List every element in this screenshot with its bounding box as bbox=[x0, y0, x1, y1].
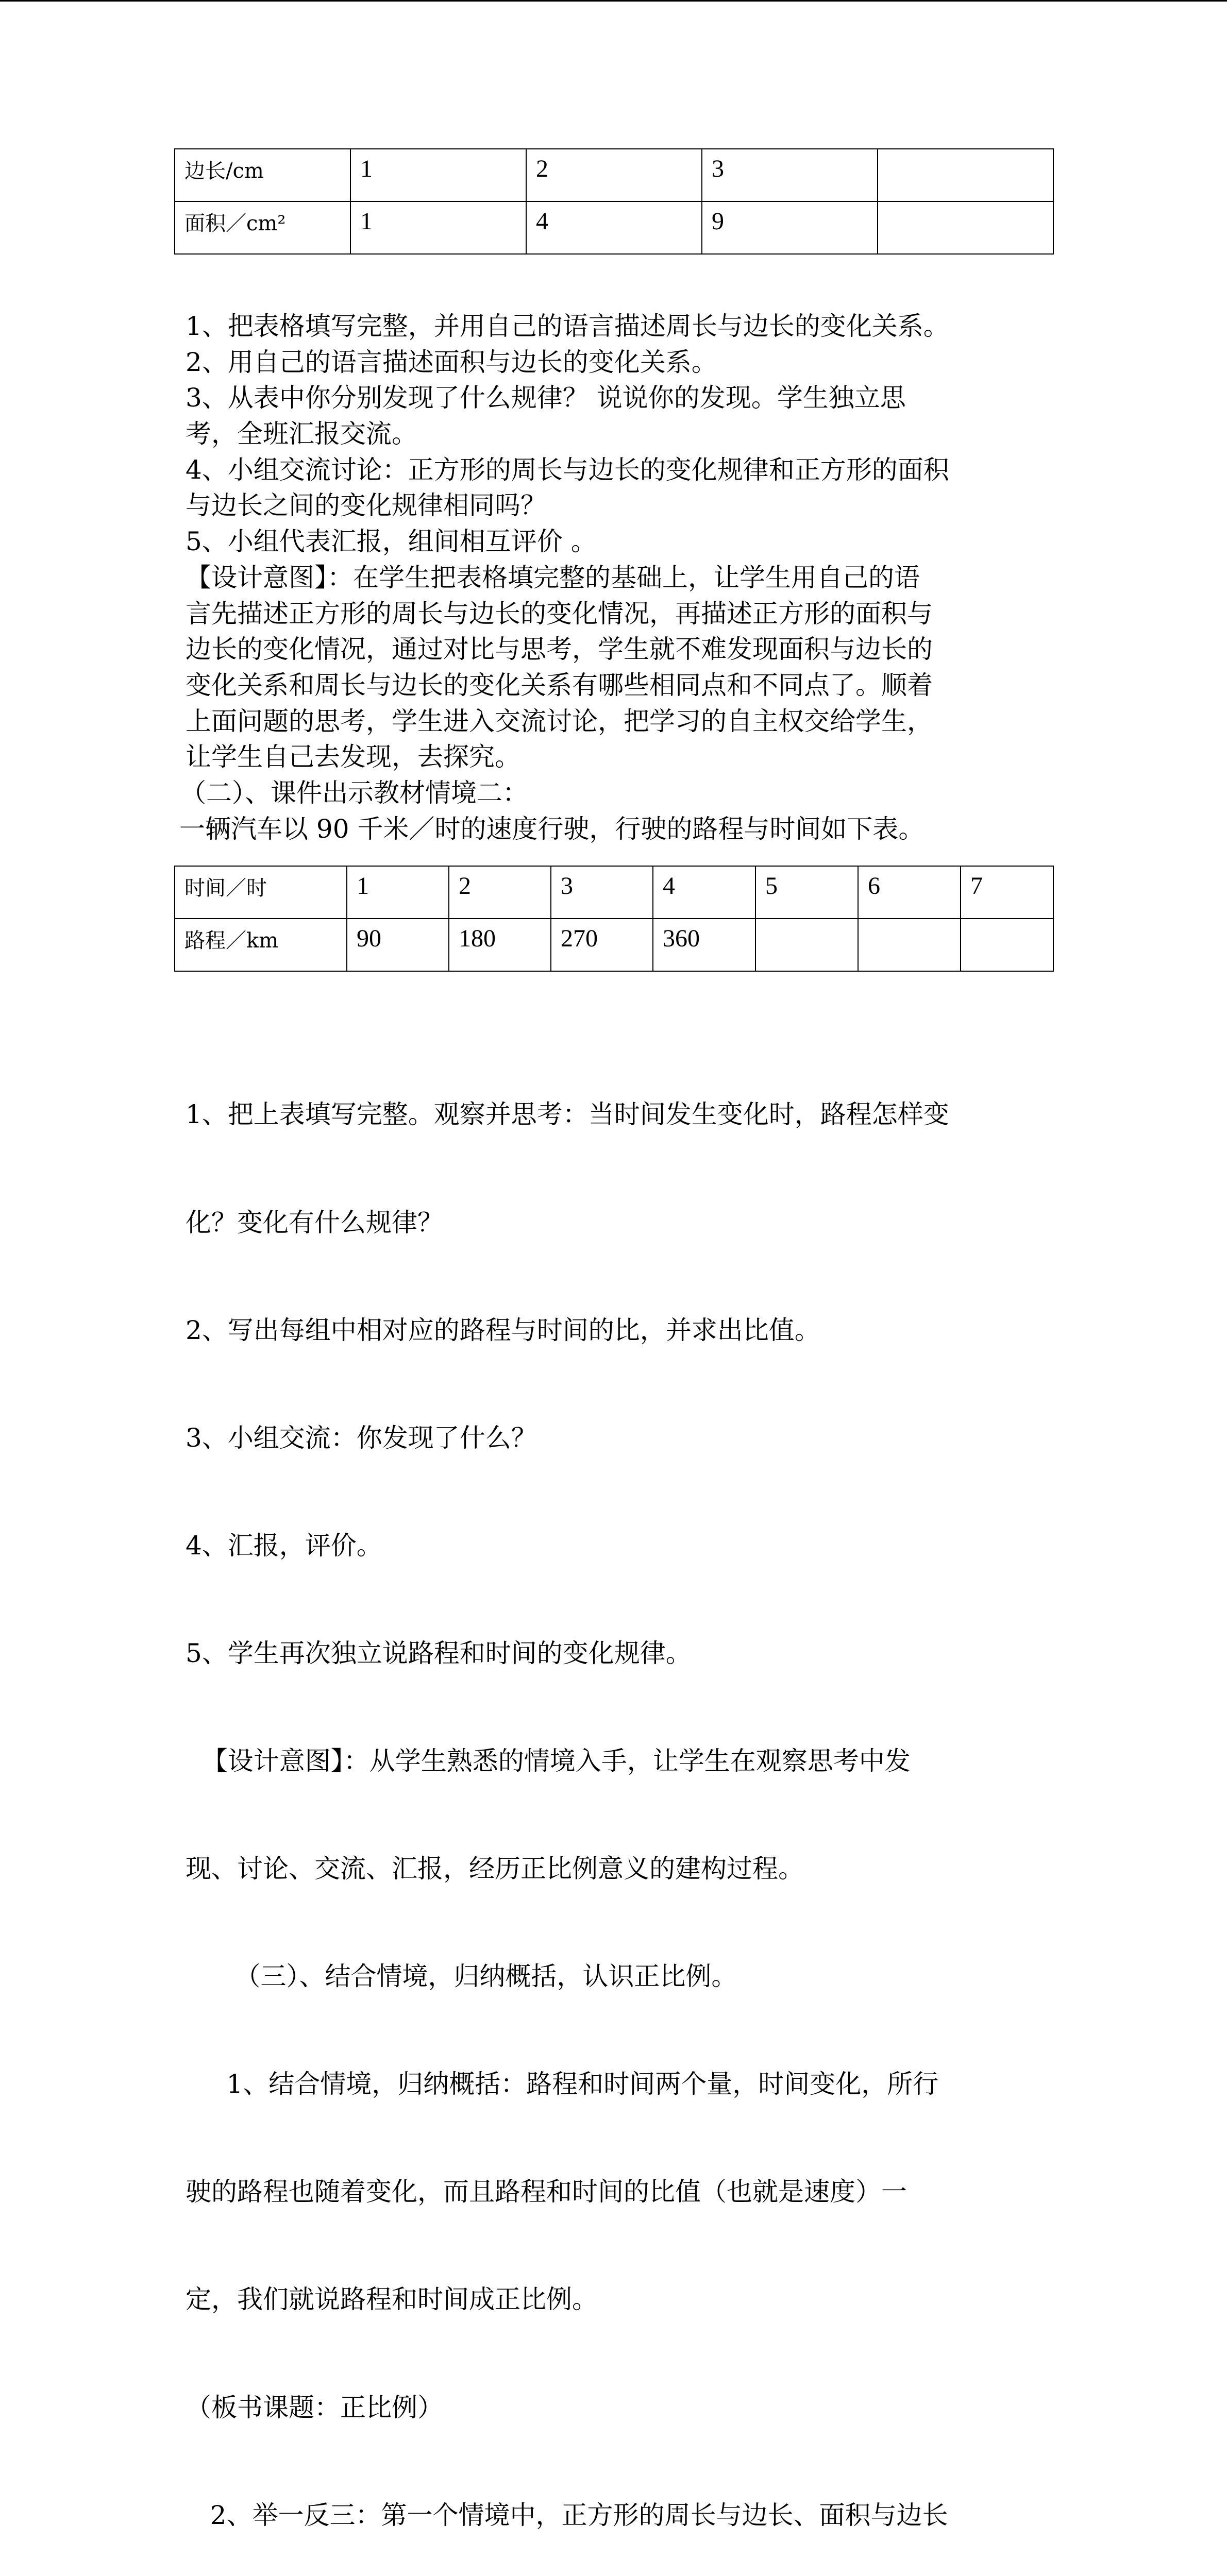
text-line: 4、汇报，评价。 bbox=[186, 1530, 382, 1561]
text-line: 2、用自己的语言描述面积与边长的变化关系。 bbox=[186, 347, 717, 377]
text-line: 化？变化有什么规律？ bbox=[186, 1207, 443, 1238]
table-cell: 270 bbox=[551, 919, 653, 971]
table-cell-empty[interactable] bbox=[858, 919, 961, 971]
text-line: （三）、结合情境，归纳概括，认识正比例。 bbox=[186, 1961, 737, 1992]
section-one-text bbox=[179, 309, 1056, 847]
table-cell: 2 bbox=[449, 866, 551, 919]
row-label-side: 边长/cm bbox=[175, 149, 350, 201]
table-row bbox=[175, 201, 1053, 254]
table-cell: 1 bbox=[347, 866, 449, 919]
table-cell: 3 bbox=[551, 866, 653, 919]
row-label-area: 面积／cm² bbox=[175, 201, 350, 254]
table-cell: 3 bbox=[702, 149, 878, 201]
text-line: 3、小组交流：你发现了什么？ bbox=[186, 1422, 537, 1453]
table-row bbox=[175, 866, 1053, 919]
row-label-distance: 路程／km bbox=[175, 919, 347, 971]
table-cell-empty[interactable] bbox=[878, 201, 1053, 254]
table-cell: 5 bbox=[755, 866, 858, 919]
text-line: 一辆汽车以 90 千米／时的速度行驶，行驶的路程与时间如下表。 bbox=[179, 814, 925, 844]
square-table bbox=[174, 148, 1054, 255]
table-cell: 4 bbox=[653, 866, 755, 919]
text-line: 上面问题的思考，学生进入交流讨论，把学习的自主权交给学生， bbox=[186, 706, 933, 736]
table-cell: 1 bbox=[350, 149, 526, 201]
table-cell-empty[interactable] bbox=[878, 149, 1053, 201]
text-line: 2、举一反三：第一个情境中，正方形的周长与边长、面积与边长 bbox=[186, 2500, 948, 2530]
text-line: 【设计意图】：从学生熟悉的情境入手，让学生在观察思考中发 bbox=[186, 1745, 911, 1776]
text-line: 现、讨论、交流、汇报，经历正比例意义的建构过程。 bbox=[186, 1854, 804, 1884]
table-row bbox=[175, 149, 1053, 201]
text-line: 定，我们就说路程和时间成正比例。 bbox=[186, 2284, 598, 2315]
table-cell: 9 bbox=[702, 201, 878, 254]
text-line: 5、小组代表汇报，组间相互评价 。 bbox=[186, 527, 597, 557]
text-line: 驶的路程也随着变化，而且路程和时间的比值（也就是速度）一 bbox=[186, 2177, 907, 2207]
table-cell: 2 bbox=[526, 149, 702, 201]
table-cell: 360 bbox=[653, 919, 755, 971]
text-line: 1、结合情境，归纳概括：路程和时间两个量，时间变化，所行 bbox=[186, 2069, 939, 2099]
table-cell: 4 bbox=[526, 201, 702, 254]
text-line: 让学生自己去发现，去探究。 bbox=[186, 742, 520, 772]
text-line: 言先描述正方形的周长与边长的变化情况，再描述正方形的面积与 bbox=[186, 598, 933, 629]
table-cell: 1 bbox=[350, 201, 526, 254]
table-row bbox=[175, 919, 1053, 971]
table-cell: 6 bbox=[858, 866, 961, 919]
text-line: 【设计意图】：在学生把表格填完整的基础上，让学生用自己的语 bbox=[186, 562, 920, 592]
text-line: （二）、课件出示教材情境二： bbox=[180, 777, 528, 808]
row-label-time: 时间／时 bbox=[175, 866, 347, 919]
text-line: 变化关系和周长与边长的变化关系有哪些相同点和不同点了。顺着 bbox=[186, 670, 933, 700]
text-line: 3、从表中你分别发现了什么规律？ 说说你的发现。学生独立思 bbox=[186, 383, 906, 413]
table-cell: 7 bbox=[961, 866, 1053, 919]
table-cell-empty[interactable] bbox=[755, 919, 858, 971]
table-cell-empty[interactable] bbox=[961, 919, 1053, 971]
text-line: 考，全班汇报交流。 bbox=[186, 419, 417, 449]
text-line: 5、学生再次独立说路程和时间的变化规律。 bbox=[186, 1638, 692, 1668]
page-top-border bbox=[0, 0, 1227, 2]
text-line: （板书课题：正比例） bbox=[186, 2392, 443, 2422]
text-line: 边长的变化情况，通过对比与思考，学生就不难发现面积与边长的 bbox=[186, 634, 933, 665]
text-line: 1、把表格填写完整，并用自己的语言描述周长与边长的变化关系。 bbox=[186, 311, 949, 341]
text-line: 与边长之间的变化规律相同吗？ bbox=[186, 490, 546, 521]
text-line: 1、把上表填写完整。观察并思考：当时间发生变化时，路程怎样变 bbox=[186, 1099, 949, 1130]
text-line: 2、写出每组中相对应的路程与时间的比，并求出比值。 bbox=[186, 1315, 820, 1345]
table-cell: 90 bbox=[347, 919, 449, 971]
distance-table bbox=[174, 866, 1054, 972]
table-cell: 180 bbox=[449, 919, 551, 971]
section-two-text bbox=[186, 1025, 1056, 2576]
text-line: 4、小组交流讨论：正方形的周长与边长的变化规律和正方形的面积 bbox=[186, 454, 949, 485]
